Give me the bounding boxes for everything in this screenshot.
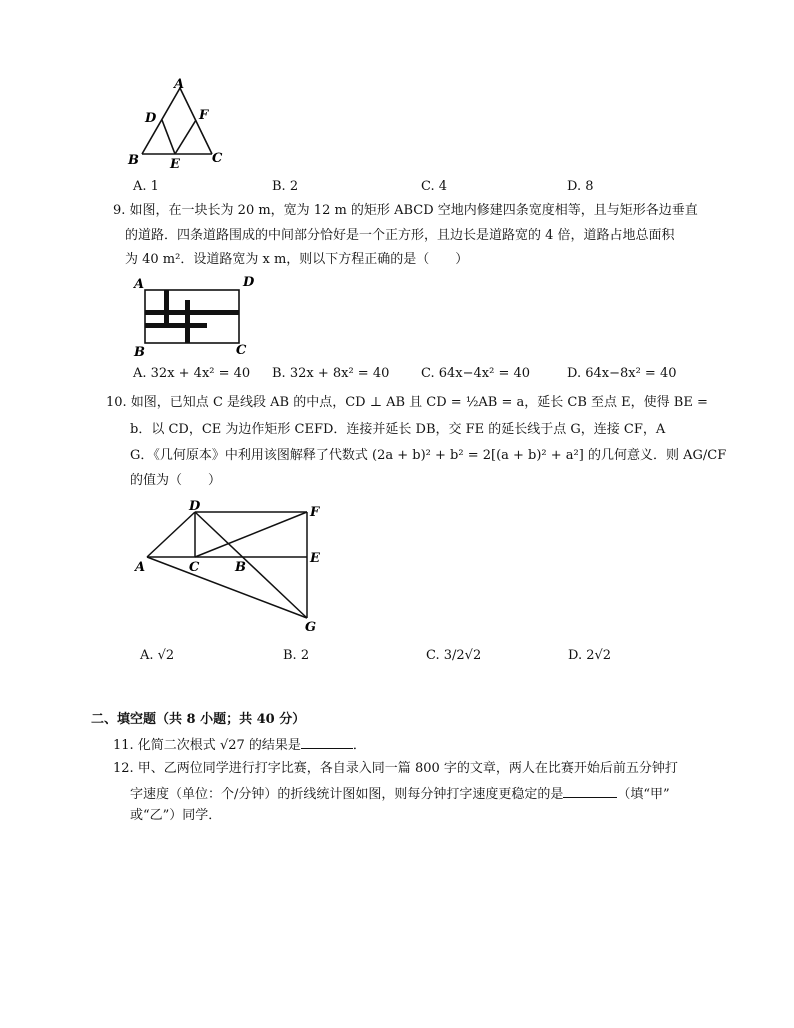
q8-option-a[interactable]: A. 1 [133,179,159,194]
q10-geometry-figure [133,496,333,636]
q10-label-g: G [305,620,317,635]
q11-question [113,734,366,756]
q9-question-line3: 为 40 m²．设道路宽为 x m，则以下方程正确的是（ ） [125,252,469,267]
q8-label-e: E [170,157,180,172]
q8-label-a: A [174,77,185,92]
q12-text-before: 字速度（单位：个/分钟）的折线统计图如图，则每分钟打字速度更稳定的是 [130,787,564,802]
q8-option-d[interactable]: D. 8 [567,179,594,194]
q9-label-c: C [236,343,247,358]
q8-option-c[interactable]: C. 4 [421,179,448,194]
q10-option-b[interactable]: B. 2 [283,648,310,663]
q9-label-a: A [134,277,145,292]
q10-question-line1: 10. 如图，已知点 C 是线段 AB 的中点，CD ⊥ AB 且 CD = ½AB = a，延长 CB 至点 E，使得 BE = [106,395,708,410]
q12-text-after: （填“甲” [617,787,670,802]
q10-label-a: A [135,560,146,575]
q11-text-before: 11. 化简二次根式 √27 的结果是 [113,738,301,753]
q9-question-line1: 9. 如图，在一块长为 20 m，宽为 12 m 的矩形 ABCD 空地内修建四条宽度相等，且与矩形各边垂直 [113,203,698,218]
q9-label-b: B [134,345,145,360]
q9-label-d: D [243,275,255,290]
q8-label-b: B [128,153,139,168]
q10-option-d[interactable]: D. 2√2 [568,648,612,663]
q8-label-c: C [212,151,223,166]
q9-option-a[interactable]: A. 32x + 4x² = 40 [133,366,251,381]
q11-text-after: ． [352,738,366,753]
q10-question-line2: b．以 CD，CE 为边作矩形 CEFD．连接并延长 DB，交 FE 的延长线于点 G，连接 CF，A [130,422,666,437]
q10-question-line3: G．《几何原本》中利用该图解释了代数式 (2a + b)² + b² = 2[(a + b)² + a²] 的几何意义．则 AG/CF [130,448,727,463]
q9-option-d[interactable]: D. 64x−8x² = 40 [567,366,677,381]
section-heading-fill-in: 二、填空题（共 8 小题；共 40 分） [91,712,306,727]
q10-label-f: F [310,505,320,520]
q12-question-line2 [130,783,670,805]
q10-option-a[interactable]: A. √2 [140,648,175,663]
q9-rectangle-figure [128,272,258,360]
q10-label-e: E [310,551,320,566]
q10-label-c: C [189,560,200,575]
q9-option-b[interactable]: B. 32x + 8x² = 40 [272,366,390,381]
q8-triangle-figure [118,74,230,172]
q8-option-b[interactable]: B. 2 [272,179,299,194]
q9-option-c[interactable]: C. 64x−4x² = 40 [421,366,531,381]
q12-question-line1: 12. 甲、乙两位同学进行打字比赛，各自录入同一篇 800 字的文章，两人在比赛开始后前五分钟打 [113,761,678,776]
q10-label-b: B [235,560,246,575]
q10-label-d: D [189,499,201,514]
q9-question-line2: 的道路．四条道路围成的中间部分恰好是一个正方形，且边长是道路宽的 4 倍，道路占地总面积 [125,228,675,243]
q11-answer-blank[interactable] [301,734,353,749]
q8-label-d: D [145,111,157,126]
q10-question-line4: 的值为（ ） [130,473,222,488]
q8-label-f: F [199,108,209,123]
q10-option-c[interactable]: C. 3/2√2 [426,648,482,663]
q12-answer-blank[interactable] [563,783,617,798]
q12-question-line3: 或“乙”）同学． [130,808,222,823]
